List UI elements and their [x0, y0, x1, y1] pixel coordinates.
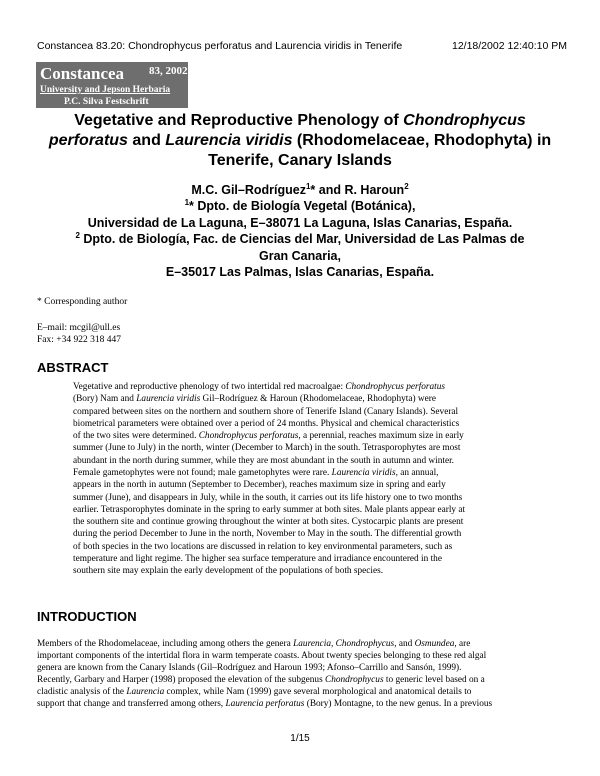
text-line	[73, 455, 545, 467]
text-segment: , an annual,	[395, 467, 439, 478]
text-segment: important components of the intertidal flora in warm temperate coasts. About twenty species belonging to these red algal	[37, 651, 487, 662]
italic-term: Laurencia perforatus	[225, 699, 305, 710]
italic-term: Laurencia	[293, 639, 331, 649]
title-part: (Rhodomelaceae, Rhodophyta) in	[292, 132, 552, 149]
journal-volume: 83, 2002	[149, 65, 188, 77]
title-genus: Chondrophycus	[403, 112, 526, 129]
text-segment: support that change and transferred among others,	[37, 699, 226, 710]
italic-term: Osmundea	[414, 639, 455, 649]
text-segment: Gil–Rodríguez & Haroun (Rhodomelaceae, Rhodophyta) were	[200, 394, 436, 405]
text-line	[73, 381, 545, 393]
author-2: and R. Haroun	[315, 183, 405, 197]
introduction-heading: INTRODUCTION	[37, 609, 137, 624]
affiliation-2: Dpto. de Biología, Fac. de Ciencias del Mar, Universidad de Las Palmas de	[79, 232, 525, 247]
italic-term: Laurencia viridis	[331, 467, 396, 478]
italic-term: Chondrophycus	[325, 675, 384, 686]
italic-term: Chondrophycus	[335, 639, 395, 649]
title-part: Vegetative and Reproductive Phenology of	[74, 112, 404, 129]
text-line	[73, 479, 545, 491]
text-line	[73, 406, 545, 418]
text-line	[73, 553, 545, 565]
paper-title	[30, 111, 570, 171]
title-part: and	[127, 132, 166, 149]
text-segment: compared between sites on the northern and southern shore of Tenerife Island (Canary Islands). Several	[73, 406, 459, 417]
journal-university: University and Jepson Herbaria	[40, 85, 171, 95]
italic-term: Chondrophycus perforatus	[198, 431, 299, 442]
affiliation-2-address: E–35017 Las Palmas, Islas Canarias, España.	[165, 265, 435, 280]
text-line	[37, 698, 564, 710]
text-segment: ,	[330, 639, 336, 649]
header-title: Constancea 83.20: Chondrophycus perforatus and Laurencia viridis in Tenerife	[37, 40, 403, 52]
text-line	[73, 565, 545, 577]
affiliation-1-address: Universidad de La Laguna, E–38071 La Laguna, Islas Canarias, España.	[87, 215, 513, 230]
italic-term: Laurencia	[126, 687, 165, 698]
text-segment: biometrical parameters were obtained over a period of 24 months. Physical and chemical characteristics	[73, 418, 460, 429]
title-species: Laurencia viridis	[165, 132, 293, 149]
text-segment: , are	[454, 639, 471, 649]
text-line	[37, 674, 564, 686]
text-segment: Members of the Rhodomelaceae, including among others the genera	[37, 639, 294, 649]
text-segment: of the two sites were determined.	[73, 431, 199, 442]
title-species: perforatus	[48, 132, 128, 149]
text-line	[73, 528, 545, 540]
text-line	[73, 393, 545, 405]
email-text: E–mail: mcgil@ull.es	[37, 323, 121, 333]
text-segment: temperature and light regime. The higher sea surface temperature and irradiance encountered in the	[73, 553, 442, 564]
text-line	[37, 686, 564, 698]
text-segment: of both species in the two locations are discussed in relation to key environmental parameters, such as	[73, 541, 453, 552]
text-segment: genera are known from the Canary Islands (Gil–Rodríguez and Haroun 1993; Afonso–Carrillo and Sansón, 1999).	[37, 663, 462, 674]
text-segment: abundant in the north during summer, while they are most abundant in the south in autumn and winter.	[73, 455, 454, 466]
affiliation-mark: 1	[305, 181, 311, 191]
text-line	[37, 650, 564, 662]
introduction-body	[37, 638, 564, 711]
affiliation-mark: 2	[404, 181, 409, 191]
page-number: 1/15	[290, 733, 310, 744]
journal-festschrift: P.C. Silva Festschrift	[64, 97, 149, 107]
text-line	[73, 467, 545, 479]
abstract-body	[73, 381, 545, 578]
text-segment: to generic level based on a	[383, 675, 485, 686]
fax-text: Fax: +34 922 318 447	[37, 335, 121, 345]
text-segment: Female gametophytes were not found; male gametophytes were rare.	[73, 467, 332, 478]
affiliation-mark: 1	[184, 198, 190, 208]
text-line	[73, 541, 545, 553]
text-segment: the southern site and continue growing throughout the winter at both sites. Cystocarpic plants are present	[73, 517, 464, 528]
text-segment: summer (June to July) in the north, winter (December to March) in the south. Tetrasporophytes are most	[73, 443, 461, 454]
abstract-heading: ABSTRACT	[37, 360, 109, 375]
affiliation-1: * Dpto. de Biología Vegetal (Botánica),	[189, 199, 416, 214]
text-segment: Recently, Garbary and Harper (1998) proposed the elevation of the subgenus	[37, 675, 326, 686]
text-segment: , and	[394, 639, 415, 649]
text-line	[73, 516, 545, 528]
title-line: Tenerife, Canary Islands	[208, 152, 392, 169]
browser-print-header	[37, 40, 567, 52]
text-line	[37, 638, 564, 650]
text-segment: (Bory) Nam and	[73, 394, 137, 405]
text-line	[37, 662, 564, 674]
text-segment: (Bory) Montagne, to the new genus. In a previous	[304, 699, 493, 710]
text-segment: cladistic analysis of the	[37, 687, 127, 698]
author-1: M.C. Gil–Rodríguez	[191, 183, 306, 197]
affiliation-2-cont: Gran Canaria,	[259, 248, 341, 263]
text-segment: Vegetative and reproductive phenology of two intertidal red macroalgae:	[73, 382, 346, 392]
text-segment: summer (June), and disappears in July, while in the south, it carries out its life history one to two months	[73, 492, 463, 503]
text-segment: complex, while Nam (1999) gave several morphological and anatomical details to	[164, 687, 472, 698]
italic-term: Laurencia viridis	[136, 394, 201, 405]
header-timestamp: 12/18/2002 12:40:10 PM	[451, 40, 567, 52]
text-segment: appears in the north in autumn (September to December), reaches maximum size in spring and early	[73, 480, 446, 491]
author-block	[30, 182, 570, 280]
text-line	[73, 504, 545, 516]
text-segment: southern site may explain the early development of the populations of both species.	[73, 566, 384, 577]
corresponding-mark: *	[310, 183, 316, 197]
corresponding-note: * Corresponding author	[37, 297, 128, 307]
italic-term: Chondrophycus perforatus	[345, 382, 445, 392]
text-segment: , a perennial, reaches maximum size in early	[298, 431, 464, 442]
text-segment: during the period December to June in the north, November to May in the south. The differential growth	[73, 529, 462, 540]
text-line	[73, 442, 545, 454]
text-line	[73, 430, 545, 442]
journal-badge	[36, 62, 188, 108]
journal-name: Constancea	[40, 64, 125, 83]
text-line	[73, 492, 545, 504]
text-segment: earlier. Tetrasporophytes dominate in the spring to early summer at both sites. Male plants appear early at	[73, 504, 466, 515]
text-line	[73, 418, 545, 430]
affiliation-mark: 2	[75, 231, 80, 241]
